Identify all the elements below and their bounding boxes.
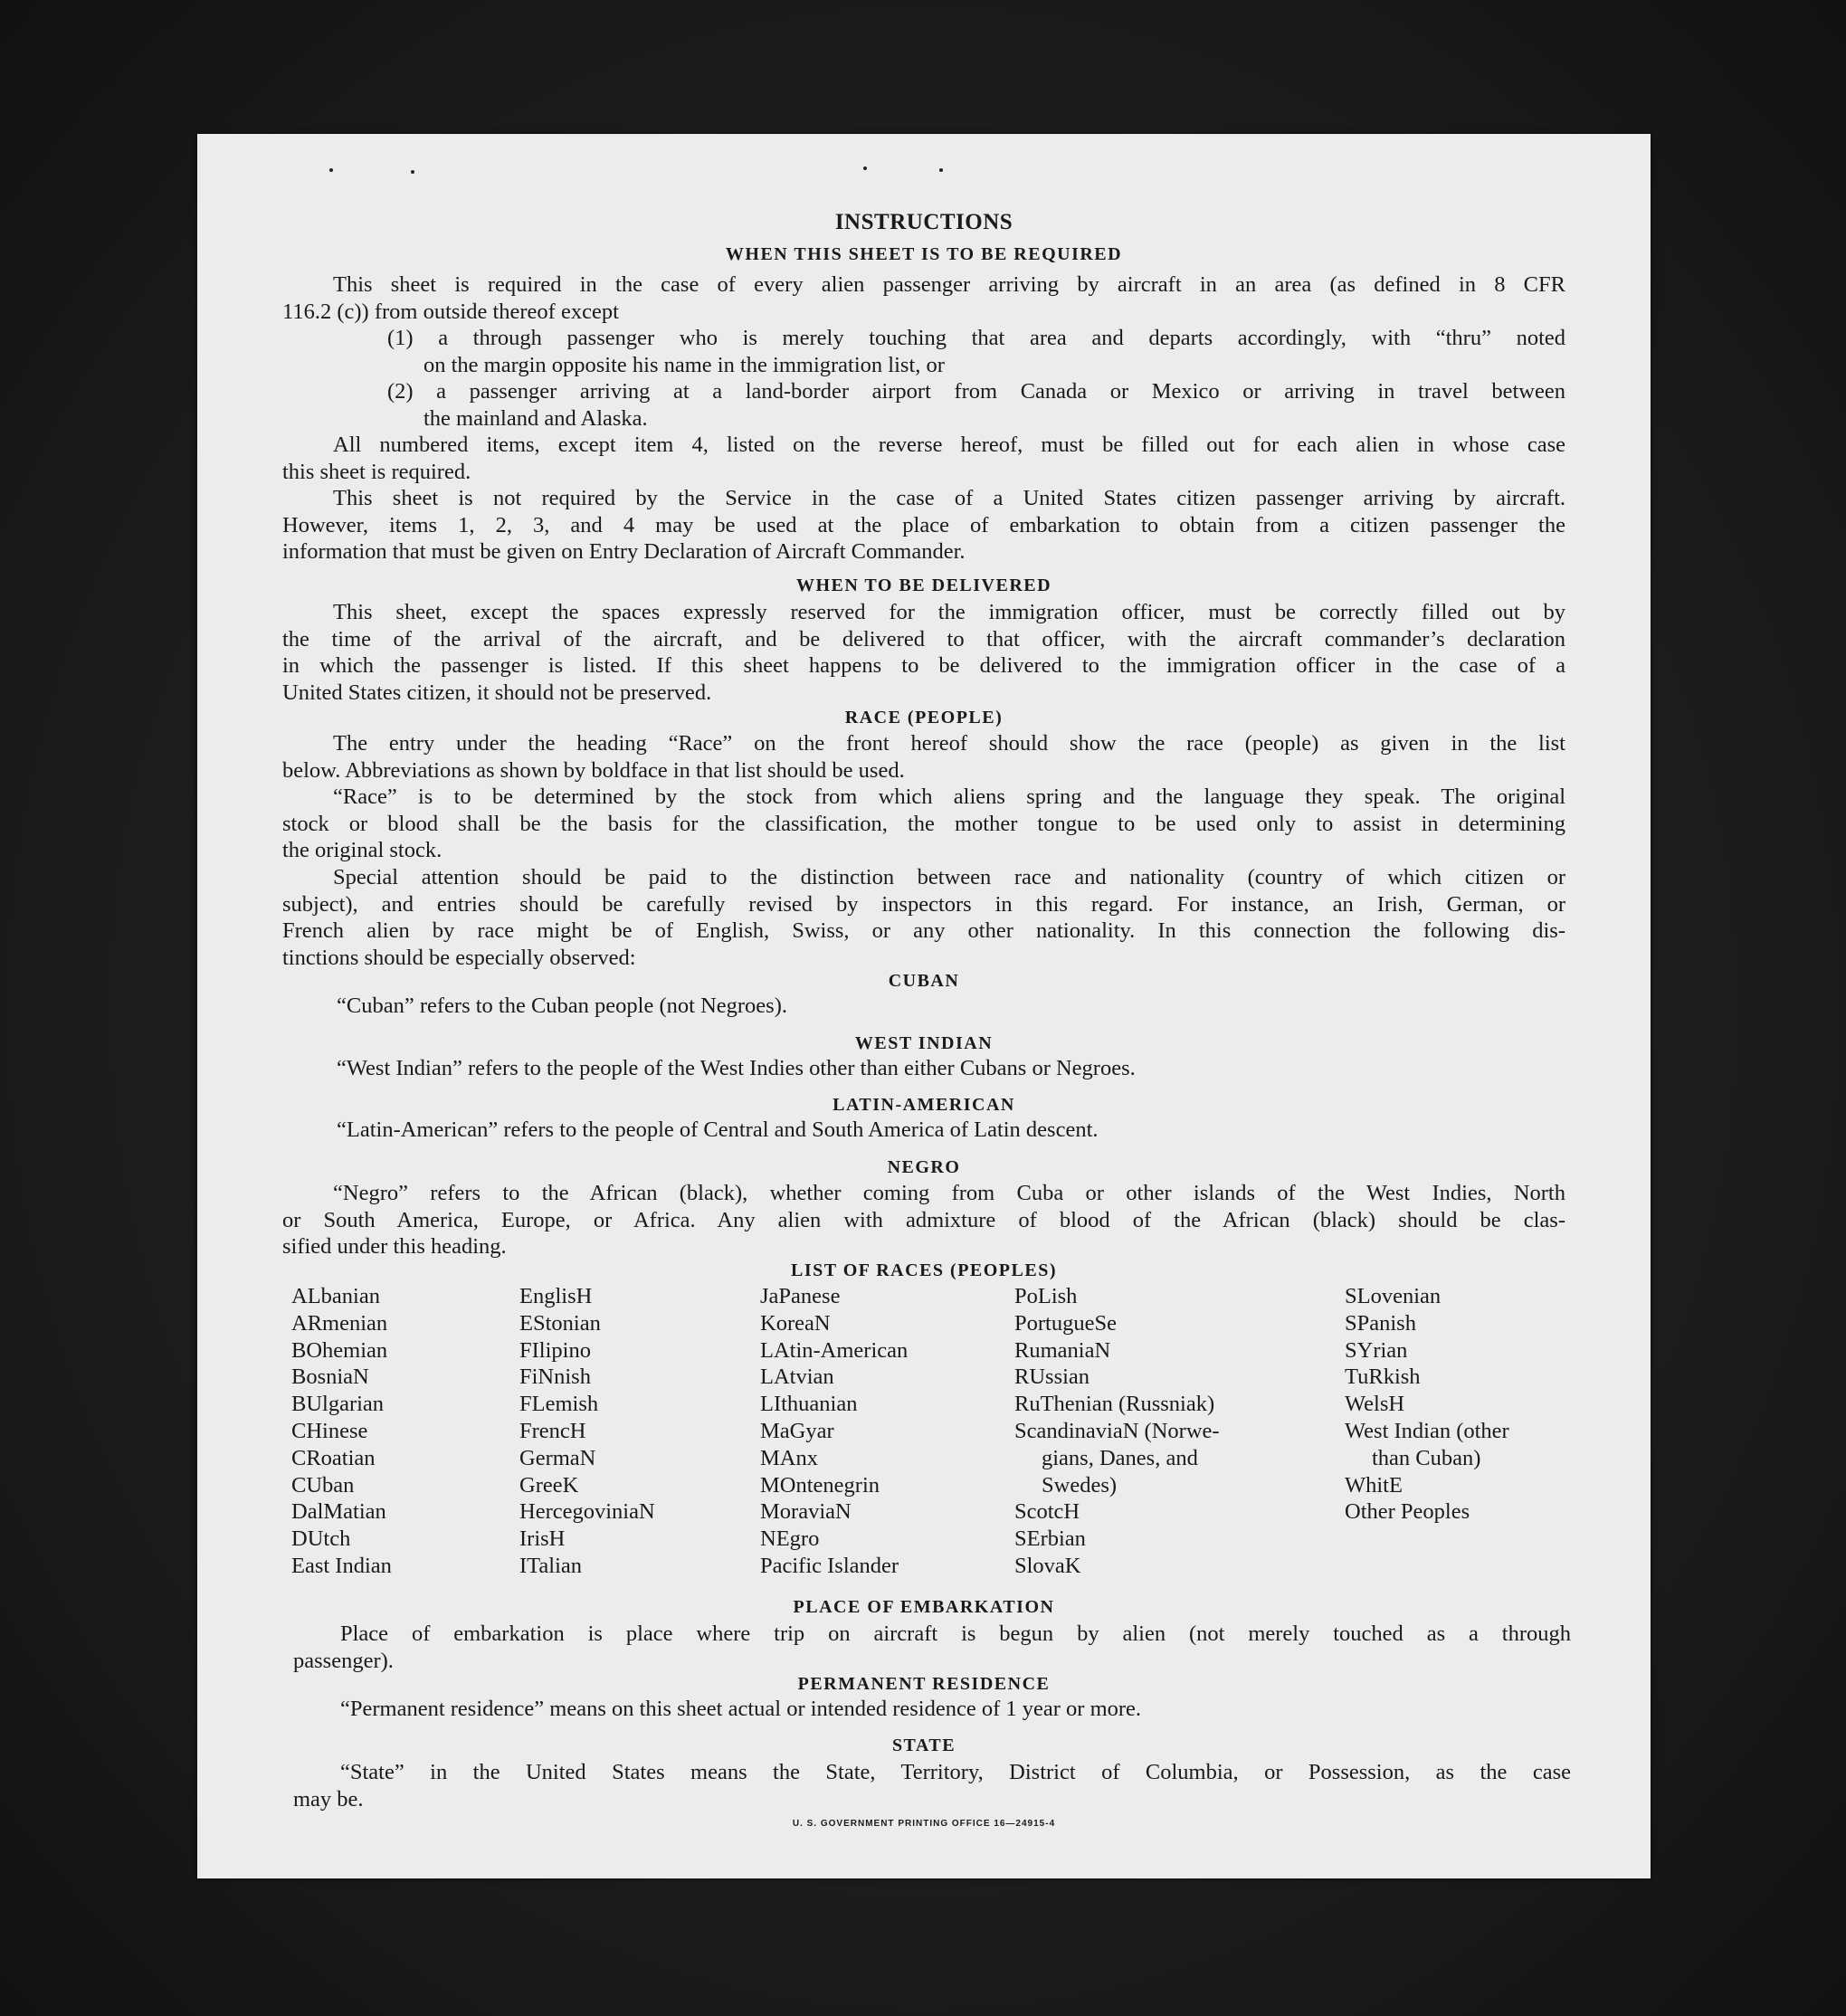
heading-race: RACE (PEOPLE) [844, 708, 1004, 727]
heading-when-delivered: WHEN TO BE DELIVERED [795, 575, 1052, 595]
race-list-item: GermaN [519, 1445, 596, 1470]
races-column-3 [760, 1283, 908, 1580]
race-list-item: IrisH [519, 1526, 566, 1552]
race-list-item: SlovaK [1014, 1553, 1081, 1578]
text-line: the time of the arrival of the aircraft, and be delivered to that officer, with the aircraft commander’s declaration [282, 626, 1565, 651]
race-list-item: EStonian [519, 1310, 601, 1336]
race-list-item: West Indian (other [1345, 1418, 1509, 1443]
race-list-item: LAtin-American [760, 1337, 909, 1363]
race-list-item: PortugueSe [1014, 1310, 1117, 1336]
race-list-item: WelsH [1345, 1392, 1405, 1417]
race-list-item: BUlgarian [291, 1392, 385, 1417]
speck [863, 166, 867, 170]
heading-west-indian: WEST INDIAN [854, 1033, 994, 1053]
text-line: Place of embarkation is place where trip on aircraft is begun by alien (not merely touched as a through [340, 1621, 1571, 1646]
text-line: This sheet is required in the case of every alien passenger arriving by aircraft in an area (as defined in 8 CFR [333, 272, 1565, 297]
heading-list-of-races: LIST OF RACES (PEOPLES) [790, 1260, 1057, 1280]
text-line: or South America, Europe, or Africa. Any alien with admixture of blood of the African (black) should be clas- [282, 1207, 1565, 1232]
page-title: INSTRUCTIONS [834, 210, 1013, 234]
text-line: The entry under the heading “Race” on the front hereof should show the race (people) as given in the list [333, 731, 1565, 756]
exception-item-1 [387, 325, 1565, 378]
paragraph-negro [282, 1180, 1565, 1260]
race-list-item: JaPanese [760, 1284, 841, 1308]
text-line: tinctions should be especially observed: [282, 945, 636, 970]
heading-cuban: CUBAN [888, 971, 960, 991]
race-list-item: KoreaN [760, 1310, 831, 1336]
heading-latin-american: LATIN-AMERICAN [833, 1095, 1015, 1115]
races-column-4 [1014, 1283, 1220, 1580]
text-latin-american: “Latin-American” refers to the people of Central and South America of Latin descent. [337, 1117, 1099, 1142]
race-list-item: MOntenegrin [760, 1472, 880, 1498]
speck [411, 170, 414, 174]
text-line: “State” in the United States means the State, Territory, District of Columbia, or Possession, as the case [340, 1760, 1571, 1784]
text-line: in which the passenger is listed. If this sheet happens to be delivered to the immigration officer in the case of a [282, 653, 1565, 678]
race-list-item: ScotcH [1014, 1499, 1080, 1525]
paragraph-delivered [282, 599, 1565, 706]
paragraph-required [282, 271, 1565, 325]
race-list-item: BosniaN [291, 1365, 369, 1390]
heading-when-required: WHEN THIS SHEET IS TO BE REQUIRED [725, 244, 1123, 264]
text-line: on the margin opposite his name in the immigration list, or [423, 352, 945, 377]
race-list-item: MAnx [760, 1445, 818, 1470]
speck [329, 168, 333, 172]
race-list-item: TuRkish [1345, 1365, 1421, 1390]
document-sheet [197, 134, 1651, 1878]
race-list-item: than Cuban) [1372, 1445, 1481, 1470]
race-list-item: SYrian [1345, 1337, 1408, 1363]
text-line: French alien by race might be of English, Swiss, or any other nationality. In this connection the following dis- [282, 918, 1565, 943]
race-list-item: CHinese [291, 1418, 368, 1443]
race-list-item: Pacific Islander [760, 1553, 899, 1578]
text-line: sified under this heading. [282, 1234, 507, 1259]
race-list-item: SErbian [1014, 1526, 1086, 1552]
text-line: Special attention should be paid to the distinction between race and nationality (country of which citizen or [333, 865, 1565, 889]
race-list-item: LIthuanian [760, 1392, 858, 1417]
text-line: (1) a through passenger who is merely touching that area and departs accordingly, with “thru” noted [387, 326, 1565, 350]
text-line: below. Abbreviations as shown by boldface in that list should be used. [282, 757, 905, 783]
text-west-indian: “West Indian” refers to the people of the West Indies other than either Cubans or Negroes. [337, 1056, 1136, 1080]
race-list-item: SPanish [1345, 1310, 1416, 1336]
printing-office-footer: U. S. GOVERNMENT PRINTING OFFICE 16—24915-4 [792, 1819, 1056, 1829]
text-line: the mainland and Alaska. [423, 405, 648, 431]
exception-item-2 [387, 378, 1565, 432]
race-list-item: FIlipino [519, 1337, 591, 1363]
heading-embarkation: PLACE OF EMBARKATION [793, 1597, 1055, 1617]
text-line: 116.2 (c)) from outside thereof except [282, 299, 619, 324]
heading-negro: NEGRO [887, 1157, 961, 1177]
races-column-2 [519, 1283, 655, 1580]
text-line: This sheet is not required by the Service in the case of a United States citizen passenger arriving by aircraft. [333, 486, 1565, 510]
speck [939, 168, 943, 172]
race-list-item: FLemish [519, 1392, 599, 1417]
race-list-item: DalMatian [291, 1499, 386, 1525]
text-line: “Negro” refers to the African (black), whether coming from Cuba or other islands of the West Indies, North [333, 1181, 1565, 1205]
text-line: the original stock. [282, 838, 442, 862]
race-list-item: SLovenian [1345, 1284, 1442, 1308]
paragraph-state [293, 1759, 1571, 1812]
race-list-item: RumaniaN [1014, 1337, 1111, 1363]
text-line: However, items 1, 2, 3, and 4 may be used at the place of embarkation to obtain from a citizen passenger the [282, 512, 1565, 537]
text-line: United States citizen, it should not be preserved. [282, 680, 712, 705]
text-line: (2) a passenger arriving at a land-border airport from Canada or Mexico or arriving in travel between [387, 379, 1565, 404]
race-list-item: PoLish [1014, 1284, 1078, 1308]
race-list-item: East Indian [291, 1553, 392, 1578]
paragraph-numbered-items [282, 432, 1565, 485]
paragraph-race-entry [282, 730, 1565, 784]
race-list-item: FiNnish [519, 1365, 591, 1390]
text-line: may be. [293, 1786, 364, 1812]
race-list-item: MaGyar [760, 1418, 834, 1443]
text-line: this sheet is required. [282, 459, 471, 484]
race-list-item: BOhemian [291, 1337, 388, 1363]
races-column-5 [1345, 1283, 1509, 1526]
race-list-item: Swedes) [1042, 1472, 1118, 1498]
paragraph-race-stock [282, 784, 1565, 864]
race-list-item: RUssian [1014, 1365, 1090, 1390]
text-line: All numbered items, except item 4, listed on the reverse hereof, must be filled out for each alien in whose case [333, 433, 1565, 457]
text-cuban: “Cuban” refers to the Cuban people (not Negroes). [337, 994, 787, 1018]
race-list-item: LAtvian [760, 1365, 834, 1390]
heading-permanent-residence: PERMANENT RESIDENCE [797, 1674, 1051, 1694]
race-list-item: NEgro [760, 1526, 820, 1552]
race-list-item: WhitE [1345, 1472, 1403, 1498]
paragraph-embarkation [293, 1621, 1571, 1674]
race-list-item: MoraviaN [760, 1499, 852, 1525]
heading-state: STATE [891, 1735, 956, 1755]
text-line: “Race” is to be determined by the stock from which aliens spring and the language they speak. The original [333, 785, 1565, 809]
race-list-item: ARmenian [291, 1310, 388, 1336]
race-list-item: CUban [291, 1472, 355, 1498]
paragraph-race-nationality [282, 864, 1565, 971]
text-line: This sheet, except the spaces expressly reserved for the immigration officer, must be correctly filled out by [333, 600, 1565, 624]
race-list-item: HercegoviniaN [519, 1499, 655, 1525]
races-column-1 [291, 1283, 392, 1580]
paragraph-citizen [282, 485, 1565, 566]
race-list-item: EnglisH [519, 1284, 593, 1308]
race-list-item: FrencH [519, 1418, 586, 1443]
race-list-item: CRoatian [291, 1445, 376, 1470]
race-list-item: ALbanian [291, 1284, 380, 1308]
race-list-item: gians, Danes, and [1042, 1445, 1198, 1470]
race-list-item: GreeK [519, 1472, 579, 1498]
text-permanent-residence: “Permanent residence” means on this sheet actual or intended residence of 1 year or more. [340, 1697, 1142, 1721]
text-line: subject), and entries should be carefully revised by inspectors in this regard. For instance, an Irish, German, or [282, 891, 1565, 917]
text-line: passenger). [293, 1648, 394, 1673]
race-list-item: ScandinaviaN (Norwe- [1014, 1418, 1220, 1443]
race-list-item: DUtch [291, 1526, 351, 1552]
race-list-item: ITalian [519, 1553, 583, 1578]
text-line: stock or blood shall be the basis for the classification, the mother tongue to be used only to assist in determining [282, 811, 1565, 836]
text-line: information that must be given on Entry Declaration of Aircraft Commander. [282, 539, 966, 564]
race-list-item: RuThenian (Russniak) [1014, 1392, 1215, 1417]
race-list-item: Other Peoples [1345, 1499, 1470, 1525]
